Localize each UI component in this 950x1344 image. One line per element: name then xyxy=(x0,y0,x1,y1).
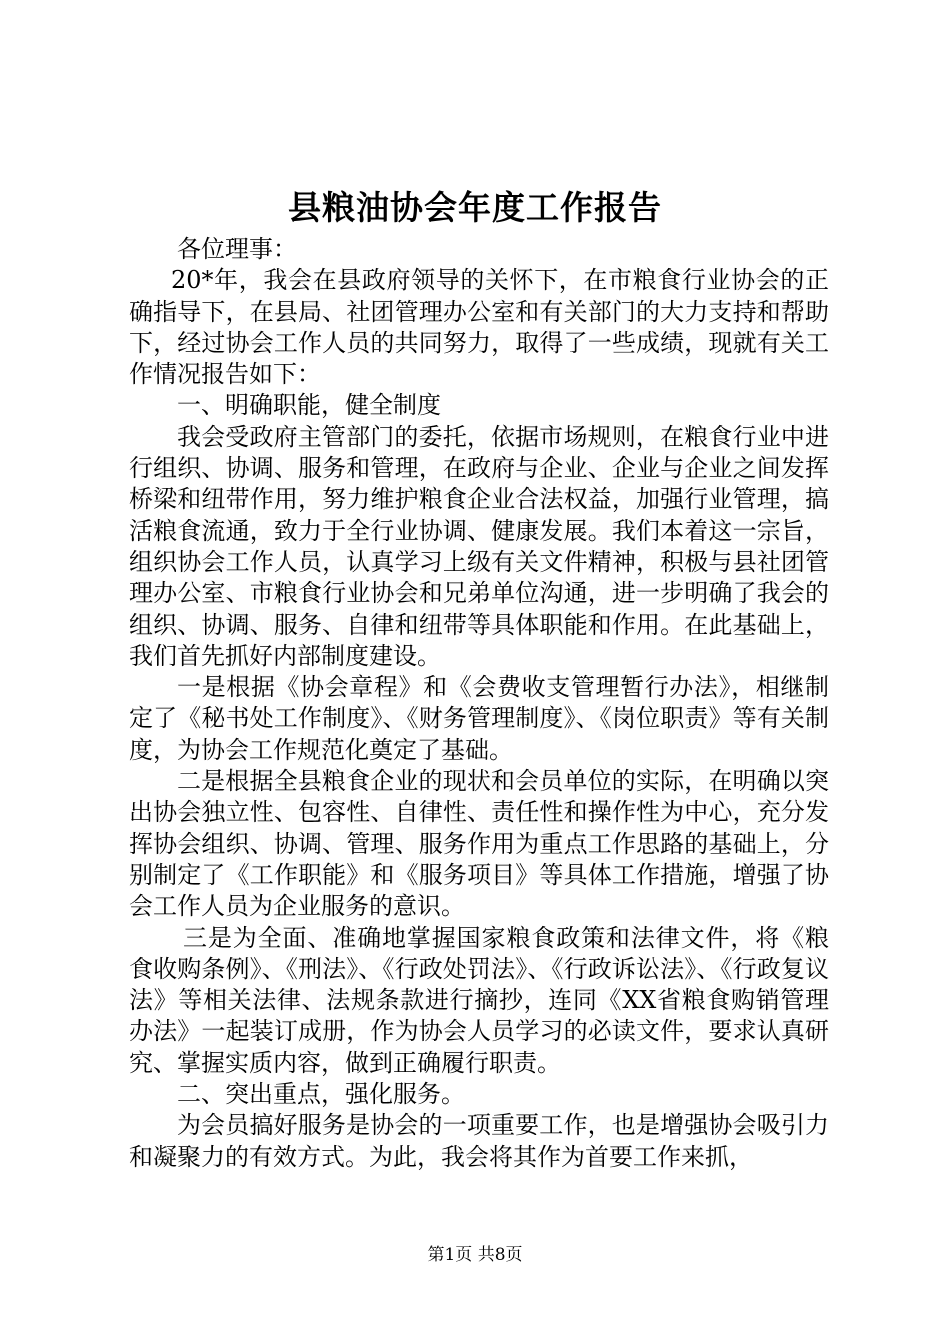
paragraph-point-3: 三是为全面、准确地掌握国家粮食政策和法律文件，将《粮食收购条例》、《刑法》、《行政处罚法》、《行政诉讼法》、《行政复议法》等相关法律、法规条款进行摘抄，连同《XX省粮食购销管理办法》一起装订成册，作为协会人员学习的必读文件，要求认真研究、掌握实质内容，做到正确履行职责。 xyxy=(129,923,829,1077)
salutation: 各位理事： xyxy=(177,235,297,263)
page-number: 第1页 共8页 xyxy=(427,1245,523,1265)
section-heading-2: 二、突出重点，强化服务。 xyxy=(177,1080,465,1109)
paragraph-duties: 我会受政府主管部门的委托，依据市场规则，在粮食行业中进行组织、协调、服务和管理，在政府与企业、企业与企业之间发挥桥梁和纽带作用，努力维护粮食企业合法权益，加强行业管理，搞活粮食流通，致力于全行业协调、健康发展。我们本着这一宗旨，组织协会工作人员，认真学习上级有关文件精神，积极与县社团管理办公室、市粮食行业协会和兄弟单位沟通，进一步明确了我会的组织、协调、服务、自律和纽带等具体职能和作用。在此基础上，我们首先抓好内部制度建设。 xyxy=(129,422,829,670)
paragraph-point-2: 二是根据全县粮食企业的现状和会员单位的实际，在明确以突出协会独立性、包容性、自律性、责任性和操作性为中心，充分发挥协会组织、协调、管理、服务作用为重点工作思路的基础上，分别制定了《工作职能》和《服务项目》等具体工作措施，增强了协会工作人员为企业服务的意识。 xyxy=(129,767,829,921)
section-heading-1: 一、明确职能，健全制度 xyxy=(177,391,441,420)
paragraph-service: 为会员搞好服务是协会的一项重要工作，也是增强协会吸引力和凝聚力的有效方式。为此，我会将其作为首要工作来抓， xyxy=(129,1111,829,1171)
paragraph-intro: 20*年，我会在县政府领导的关怀下，在市粮食行业协会的正确指导下，在县局、社团管理办公室和有关部门的大力支持和帮助下，经过协会工作人员的共同努力，取得了一些成绩，现就有关工作情况报告如下： xyxy=(129,266,829,389)
paragraph-point-1: 一是根据《协会章程》和《会费收支管理暂行办法》，相继制定了《秘书处工作制度》、《财务管理制度》、《岗位职责》等有关制度，为协会工作规范化奠定了基础。 xyxy=(129,673,829,764)
document-title: 县粮油协会年度工作报告 xyxy=(288,188,662,227)
document-body xyxy=(129,234,829,1173)
